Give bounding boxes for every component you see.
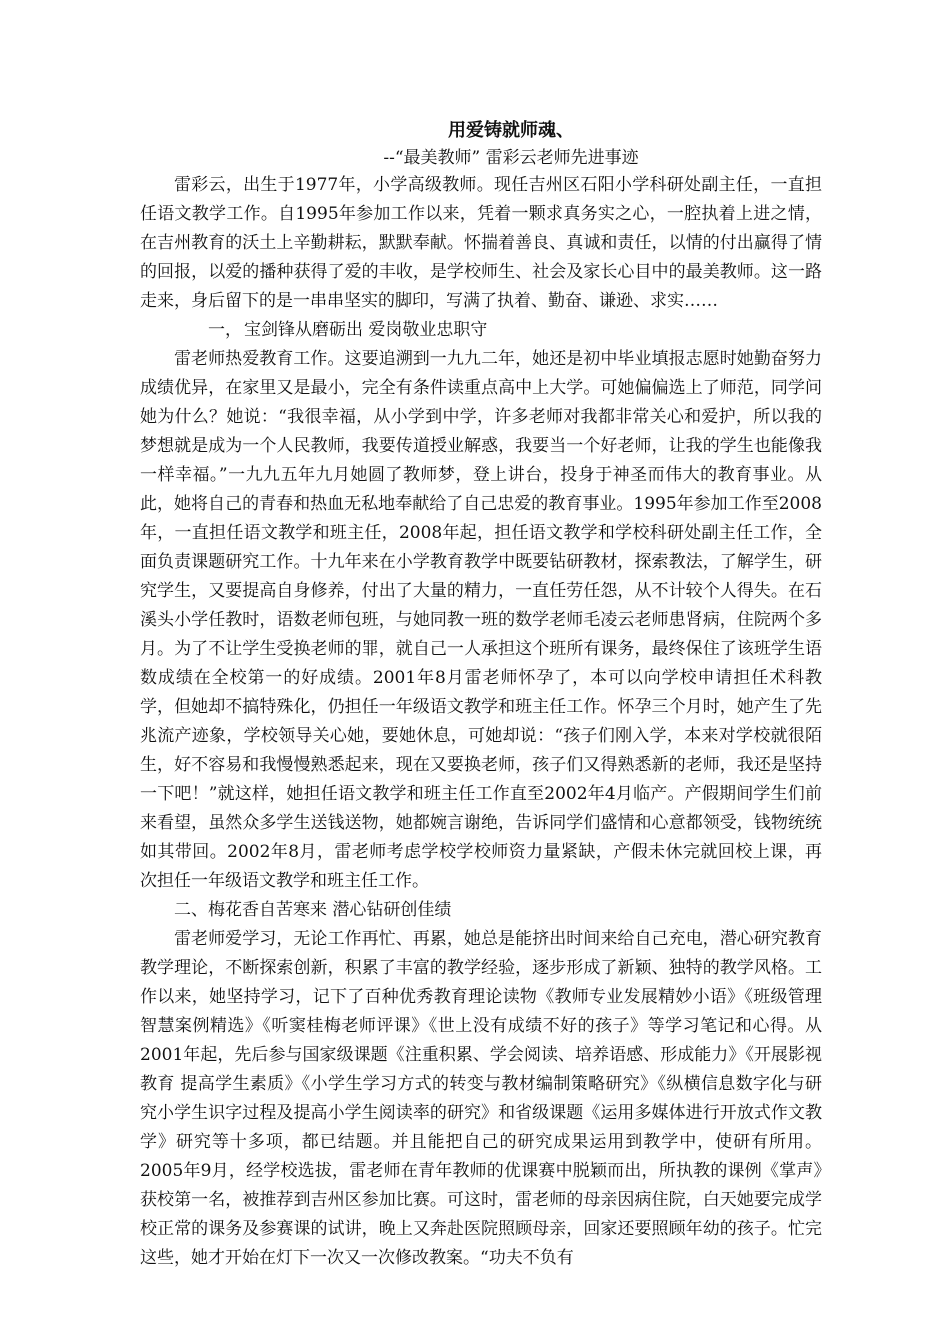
section-1-paragraph: 雷老师热爱教育工作。这要追溯到一九九二年，她还是初中毕业填报志愿时她勤奋努力成绩优异，在家里又是最小，完全有条件读重点高中上大学。可她偏偏选上了师范，同学问她为什么？她说：“我很幸福，从小学到中学，许多老师对我都非常关心和爱护，所以我的梦想就是成为一个人民教师，我要传道授业解惑，我要当一个好老师，让我的学生也能像我一样幸福。”一九九五年九月她圆了教师梦，登上讲台，投身于神圣而伟大的教育事业。从此，她将自己的青春和热血无私地奉献给了自己忠爱的教育事业。1995年参加工作至2008年，一直担任语文教学和班主任，2008年起，担任语文教学和学校科研处副主任工作，全面负责课题研究工作。十九年来在小学教育教学中既要钻研教材，探索教法，了解学生，研究学生，又要提高自身修养，付出了大量的精力，一直任劳任怨，从不计较个人得失。在石溪头小学任教时，语数老师包班，与她同教一班的数学老师毛凌云老师患肾病，住院两个多月。为了不让学生受换老师的罪，就自己一人承担这个班所有课务，最终保住了该班学生语数成绩在全校第一的好成绩。2001年8月雷老师怀孕了，本可以向学校申请担任术科教学，但她却不搞特殊化，仍担任一年级语文教学和班主任工作。怀孕三个月时，她产生了先兆流产迹象，学校领导关心她，要她休息，可她却说：“孩子们刚入学，本来对学校就很陌生，好不容易和我慢慢熟悉起来，现在又要换老师，孩子们又得熟悉新的老师，我还是坚持一下吧！”就这样，她担任语文教学和班主任工作直至2002年4月临产。产假期间学生们前来看望，虽然众多学生送钱送物，她都婉言谢绝，告诉同学们盛情和心意都领受，钱物统统如其带回。2002年8月，雷老师考虑学校学校师资力量紧缺，产假未休完就回校上课，再次担任一年级语文教学和班主任工作。 xyxy=(140,349,822,891)
section-1-number: 一， xyxy=(208,320,242,340)
section-2-heading: 二、梅花香自苦寒来 潜心钻研创佳绩 xyxy=(174,900,452,920)
intro-paragraph: 雷彩云，出生于1977年，小学高级教师。现任吉州区石阳小学科研处副主任，一直担任语文教学工作。自1995年参加工作以来，凭着一颗求真务实之心，一腔执着上进之情，在吉州教育的沃土上辛勤耕耘，默默奉献。怀揣着善良、真诚和责任，以情的付出赢得了情的回报，以爱的播种获得了爱的丰收，是学校师生、社会及家长心目中的最美教师。这一路走来，身后留下的是一串串坚实的脚印，写满了执着、勤奋、谦逊、求实…… xyxy=(140,175,822,311)
section-1-title: 宝剑锋从磨砺出 爱岗敬业忠职守 xyxy=(244,320,488,340)
document-subtitle: --“最美教师” 雷彩云老师先进事迹 xyxy=(383,148,639,168)
section-1-heading xyxy=(140,316,822,345)
document-body xyxy=(140,117,822,1273)
section-2-paragraph: 雷老师爱学习，无论工作再忙、再累，她总是能挤出时间来给自己充电，潜心研究教育教学理论，不断探索创新，积累了丰富的教学经验，逐步形成了新颖、独特的教学风格。工作以来，她坚持学习，记下了百种优秀教育理论读物《教师专业发展精妙小语》《班级管理智慧案例精选》《听窦桂梅老师评课》《世上没有成绩不好的孩子》等学习笔记和心得。从2001年起，先后参与国家级课题《注重积累、学会阅读、培养语感、形成能力》《开展影视教育 提高学生素质》《小学生学习方式的转变与教材编制策略研究》《纵横信息数字化与研究小学生识字过程及提高小学生阅读率的研究》和省级课题《运用多媒体进行开放式作文教学》研究等十多项，都已结题。并且能把自己的研究成果运用到教学中，使研有所用。2005年9月，经学校选拔，雷老师在青年教师的优课赛中脱颖而出，所执教的课例《掌声》获校第一名，被推荐到吉州区参加比赛。可这时，雷老师的母亲因病住院，白天她要完成学校正常的课务及参赛课的试讲，晚上又奔赴医院照顾母亲，回家还要照顾年幼的孩子。忙完这些，她才开始在灯下一次又一次修改教案。“功夫不负有 xyxy=(140,929,822,1268)
document-title: 用爱铸就师魂、 xyxy=(448,120,574,141)
